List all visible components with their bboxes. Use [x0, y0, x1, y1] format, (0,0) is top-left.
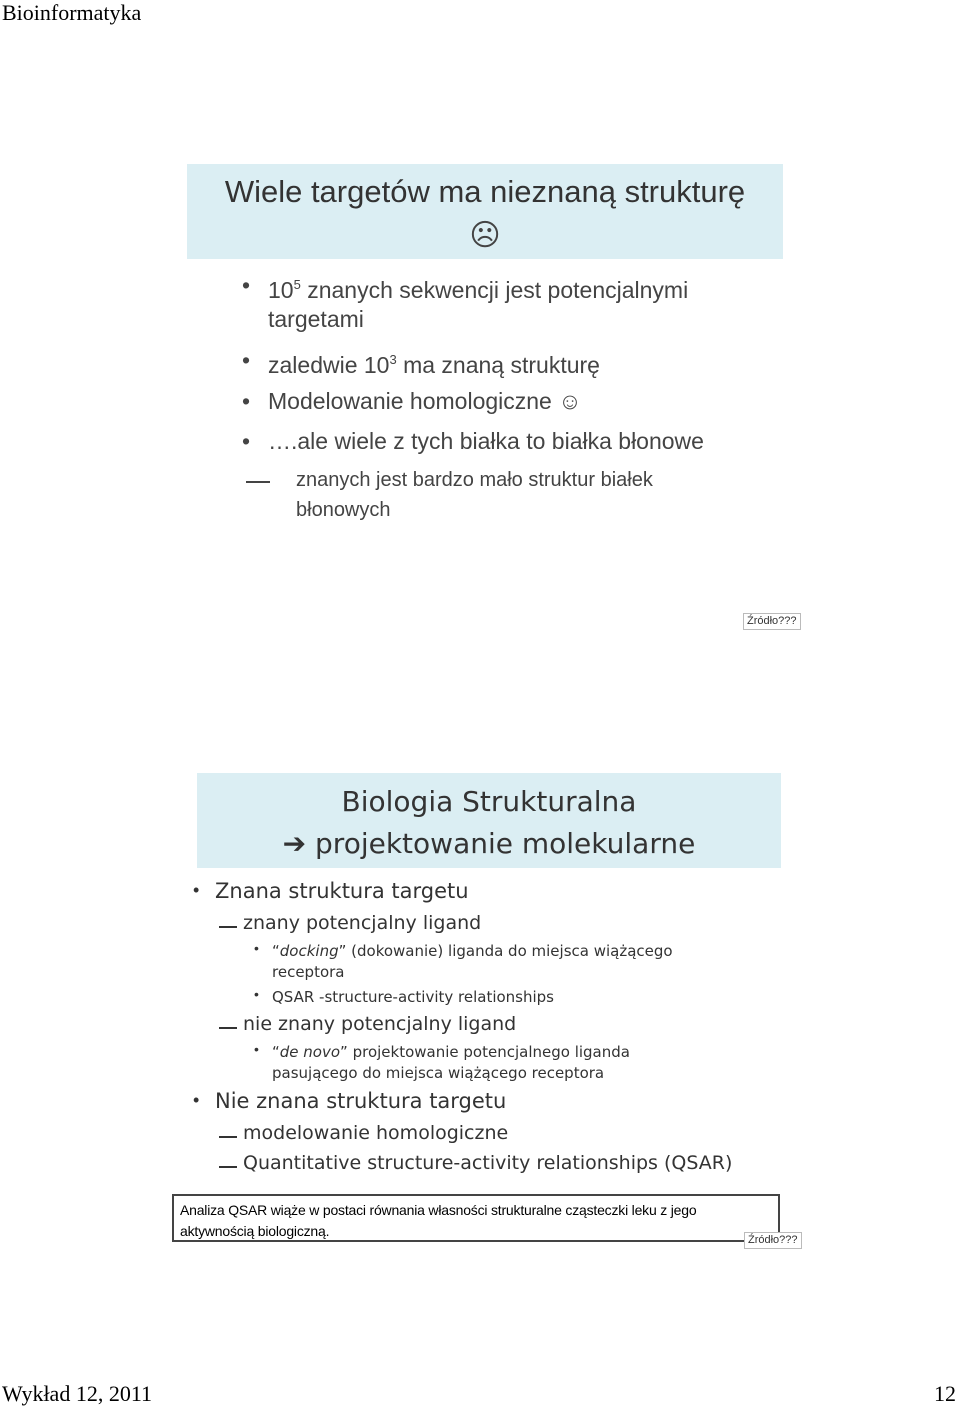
slide2-title-line1: Biologia Strukturalna: [341, 785, 637, 818]
page-number: 12: [934, 1381, 956, 1406]
slide2-item-de-novo: “de novo” projektowanie potencjalnego liganda: [272, 1043, 630, 1061]
slide1-bullet-4: • ….ale wiele z tych białka to białka błonowe: [268, 424, 704, 458]
dash-marker: [219, 1166, 237, 1168]
slide2-bullet-1: Znana struktura targetu: [215, 879, 469, 903]
slide2-bullet-1-dash-1: znany potencjalny ligand: [243, 912, 482, 934]
sad-face-icon: ☹: [469, 219, 501, 252]
slide2-bullet-2: Nie znana struktura targetu: [215, 1089, 507, 1113]
qsar-note-box: [172, 1194, 780, 1242]
slide1-title-box: [187, 164, 783, 259]
slide1-sub-bullet-line2: błonowych: [296, 499, 391, 521]
qsar-note-line2: aktywnością biologiczną.: [180, 1223, 330, 1239]
qsar-note-line1: Analiza QSAR wiąże w postaci równania własności strukturalne cząsteczki leku z jego: [180, 1202, 697, 1218]
dash-marker: [219, 926, 237, 928]
slide1-bullet-1: • $10^5$ znanych sekwencji jest potencjalnymi: [268, 268, 688, 307]
bullet-dot: •: [254, 986, 259, 1002]
document-header: Bioinformatyka: [2, 0, 142, 25]
slide2-bullet-2-dash-2: Quantitative structure-activity relationships (QSAR): [243, 1152, 733, 1174]
bullet-dot: •: [193, 880, 200, 900]
slide2-title-box: [197, 773, 781, 868]
arrow-right-icon: ➔: [282, 827, 307, 860]
slide2-bullet-1-dash-2: nie znany potencjalny ligand: [243, 1013, 517, 1035]
bullet-dot: •: [254, 940, 259, 956]
slide2-item-docking: “docking” (dokowanie) liganda do miejsca wiążącego: [272, 942, 673, 960]
slide2-item-docking-line2: receptora: [272, 963, 345, 981]
dash-marker: [219, 1027, 237, 1029]
slide1-bullet-2: • zaledwie $10^3$ ma znaną strukturę: [268, 343, 600, 382]
slide2-title-line2: ➔ projektowanie molekularne: [282, 827, 696, 860]
slide2-bullet-2-dash-1: modelowanie homologiczne: [243, 1122, 509, 1144]
slide1-sub-bullet-line1: znanych jest bardzo mało struktur białek: [296, 469, 653, 491]
dash-marker: [219, 1136, 237, 1138]
slide2-source-label: Źródło???: [744, 1232, 802, 1249]
slide1-bullet-1-line2: targetami: [268, 306, 364, 332]
slide2-item-de-novo-line2: pasującego do miejsca wiążącego receptora: [272, 1064, 605, 1082]
slide1-bullet-3: • Modelowanie homologiczne ☺: [268, 384, 582, 418]
footer-lecture: Wykład 12, 2011: [2, 1381, 153, 1406]
dash-marker: [246, 481, 270, 483]
smiley-face-icon: ☺: [558, 388, 582, 414]
slide2-item-qsar: QSAR -structure-activity relationships: [272, 988, 554, 1006]
bullet-dot: •: [193, 1090, 200, 1110]
slide1-source-label: Źródło???: [743, 613, 801, 630]
bullet-dot: •: [254, 1041, 259, 1057]
slide1-title: Wiele targetów ma nieznaną strukturę: [224, 174, 746, 209]
